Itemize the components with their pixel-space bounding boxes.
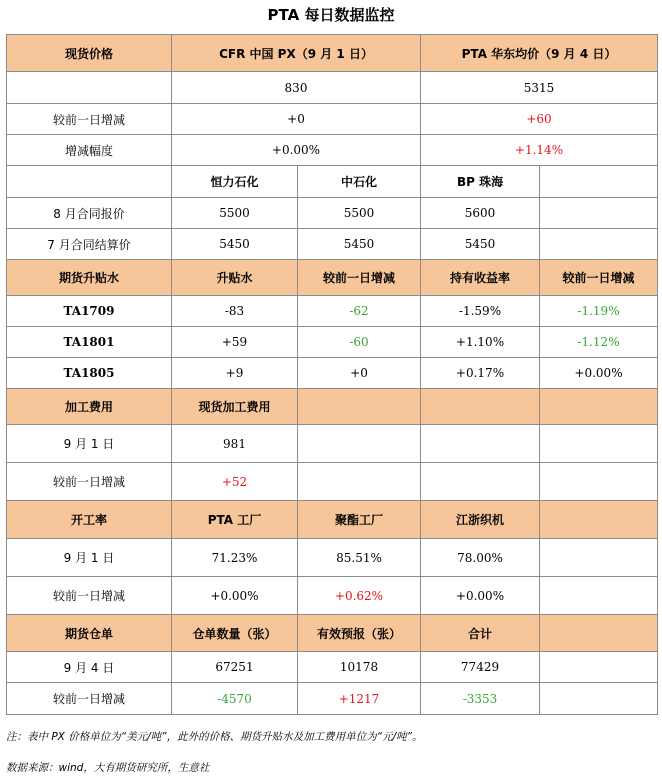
cell-value: 981 [172,425,298,463]
basis-col: 升贴水 [172,260,298,296]
spot-change-row [7,104,658,135]
row-label: 7 月合同结算价 [7,229,172,260]
basis-change-col: 较前一日增减 [298,260,421,296]
row-label: 增减幅度 [7,135,172,166]
cell-value: 5450 [172,229,298,260]
px-pct: +0.00% [172,135,421,166]
yield-col: 持有收益率 [421,260,540,296]
yield-change: +0.00% [540,358,658,389]
basis-change: -62 [298,296,421,327]
spot-header-row [7,35,658,72]
cell-value: 5600 [421,198,540,229]
page-title: PTA 每日数据监控 [267,6,395,24]
spot-pct-row [7,135,658,166]
pta-monitor-table [6,34,658,715]
basis-value: -83 [172,296,298,327]
basis-value: +59 [172,327,298,358]
row-label: 较前一日增减 [7,463,172,501]
px-price: 830 [172,72,421,104]
producer-header-row [7,166,658,198]
cell-value: -3353 [421,683,540,715]
basis-header: 期货升贴水 [7,260,172,296]
row-label: 较前一日增减 [7,577,172,615]
row-label: 9 月 1 日 [7,539,172,577]
basis-row [7,358,658,389]
cell-value: +0.62% [298,577,421,615]
receipt-col: 仓单数量（张） [172,615,298,652]
forecast-col: 有效预报（张） [298,615,421,652]
pta-east-pct: +1.14% [421,135,658,166]
yield-change-col: 较前一日增减 [540,260,658,296]
px-change: +0 [172,104,421,135]
spot-processing-col: 现货加工费用 [172,389,298,425]
basis-change: +0 [298,358,421,389]
processing-header: 加工费用 [7,389,172,425]
basis-value: +9 [172,358,298,389]
pta-plant-col: PTA 工厂 [172,501,298,539]
processing-header-row [7,389,658,425]
processing-row [7,463,658,501]
basis-row [7,296,658,327]
processing-row [7,425,658,463]
pta-east-header: PTA 华东均价（9 月 4 日） [421,35,658,72]
yield-change: -1.12% [540,327,658,358]
basis-row [7,327,658,358]
producer-hengli: 恒力石化 [172,166,298,198]
operating-header: 开工率 [7,501,172,539]
row-label: 8 月合同报价 [7,198,172,229]
operating-row [7,539,658,577]
warehouse-header: 期货仓单 [7,615,172,652]
row-label: 较前一日增减 [7,104,172,135]
yield-value: -1.59% [421,296,540,327]
warehouse-row [7,683,658,715]
pta-east-change: +60 [421,104,658,135]
loom-col: 江浙织机 [421,501,540,539]
cell-value: 10178 [298,652,421,683]
producer-bp: BP 珠海 [421,166,540,198]
operating-row [7,577,658,615]
basis-header-row [7,260,658,296]
unit-note: 注：表中 PX 价格单位为“美元/吨”，此外的价格、期货升贴水及加工费用单位为“元/吨”。 [6,731,423,743]
producer-sinopec: 中石化 [298,166,421,198]
producer-row [7,229,658,260]
pta-east-price: 5315 [421,72,658,104]
yield-change: -1.19% [540,296,658,327]
row-label: 9 月 1 日 [7,425,172,463]
producer-row [7,198,658,229]
cell-value: 67251 [172,652,298,683]
basis-change: -60 [298,327,421,358]
spot-price-row [7,72,658,104]
cell-value: 5500 [298,198,421,229]
total-col: 合计 [421,615,540,652]
px-header: CFR 中国 PX（9 月 1 日） [172,35,421,72]
cell-value: 78.00% [421,539,540,577]
cell-value: 71.23% [172,539,298,577]
warehouse-header-row [7,615,658,652]
cell-value: 85.51% [298,539,421,577]
cell-value: 5450 [421,229,540,260]
yield-value: +1.10% [421,327,540,358]
cell-value: 5450 [298,229,421,260]
row-label: 9 月 4 日 [7,652,172,683]
operating-header-row [7,501,658,539]
cell-value: +1217 [298,683,421,715]
cell-value: 5500 [172,198,298,229]
cell-value: 77429 [421,652,540,683]
row-label: 较前一日增减 [7,683,172,715]
warehouse-row [7,652,658,683]
contract-code: TA1709 [7,296,172,327]
polyester-plant-col: 聚酯工厂 [298,501,421,539]
cell-value: +52 [172,463,298,501]
cell-value: +0.00% [172,577,298,615]
contract-code: TA1801 [7,327,172,358]
yield-value: +0.17% [421,358,540,389]
spot-header: 现货价格 [7,35,172,72]
cell-value: +0.00% [421,577,540,615]
contract-code: TA1805 [7,358,172,389]
data-source: 数据来源：wind，大有期货研究所，生意社 [6,762,210,774]
cell-value: -4570 [172,683,298,715]
